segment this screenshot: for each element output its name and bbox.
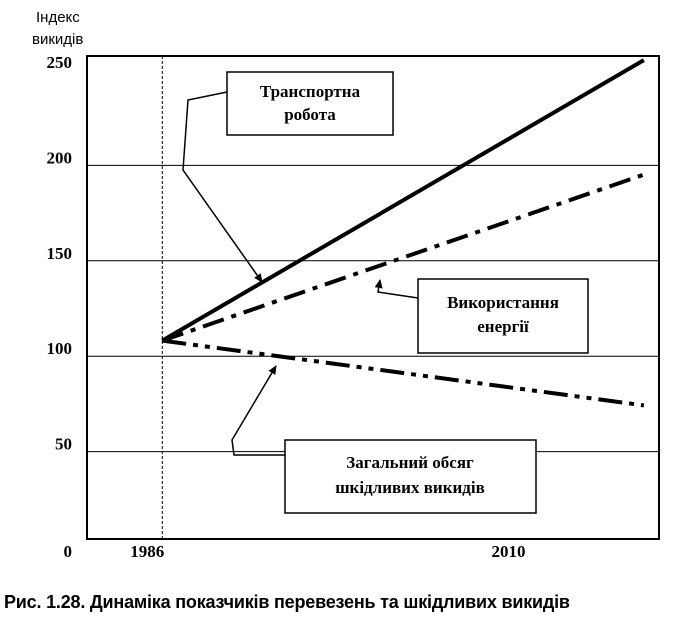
figure-caption: Рис. 1.28. Динаміка показчиків перевезень та шкідливих викидів — [4, 592, 570, 612]
y-tick-label-50: 50 — [55, 434, 72, 454]
x-tick-label-2010: 2010 — [491, 542, 526, 561]
y-tick-label-150: 150 — [46, 243, 72, 263]
annotation-text-emissions-1: Загальний обсяг — [346, 453, 474, 472]
y-tick-label-0: 0 — [63, 542, 72, 561]
annotation-box-energy — [418, 279, 588, 353]
annotation-text-transport-2: робота — [284, 105, 336, 124]
leader-arrow-emissions — [232, 366, 285, 455]
annotation-text-transport-1: Транспортна — [259, 82, 361, 101]
y-tick-label-250: 250 — [46, 53, 72, 72]
y-tick-label-200: 200 — [46, 148, 72, 168]
leader-arrow-energy — [378, 280, 418, 298]
annotation-box-emissions — [285, 440, 536, 513]
annotation-text-energy-1: Використання — [447, 293, 559, 312]
x-tick-label-1986: 1986 — [130, 542, 165, 561]
annotation-text-emissions-2: шкідливих викидів — [335, 478, 485, 497]
y-axis-label-line-2: викидів — [32, 31, 84, 48]
annotation-energy — [418, 279, 588, 353]
annotation-text-energy-2: енергії — [477, 317, 529, 336]
annotation-transport — [227, 72, 393, 135]
y-axis-label-line-1: Індекс — [36, 9, 80, 26]
annotation-emissions — [285, 440, 536, 513]
y-tick-label-100: 100 — [46, 339, 72, 359]
